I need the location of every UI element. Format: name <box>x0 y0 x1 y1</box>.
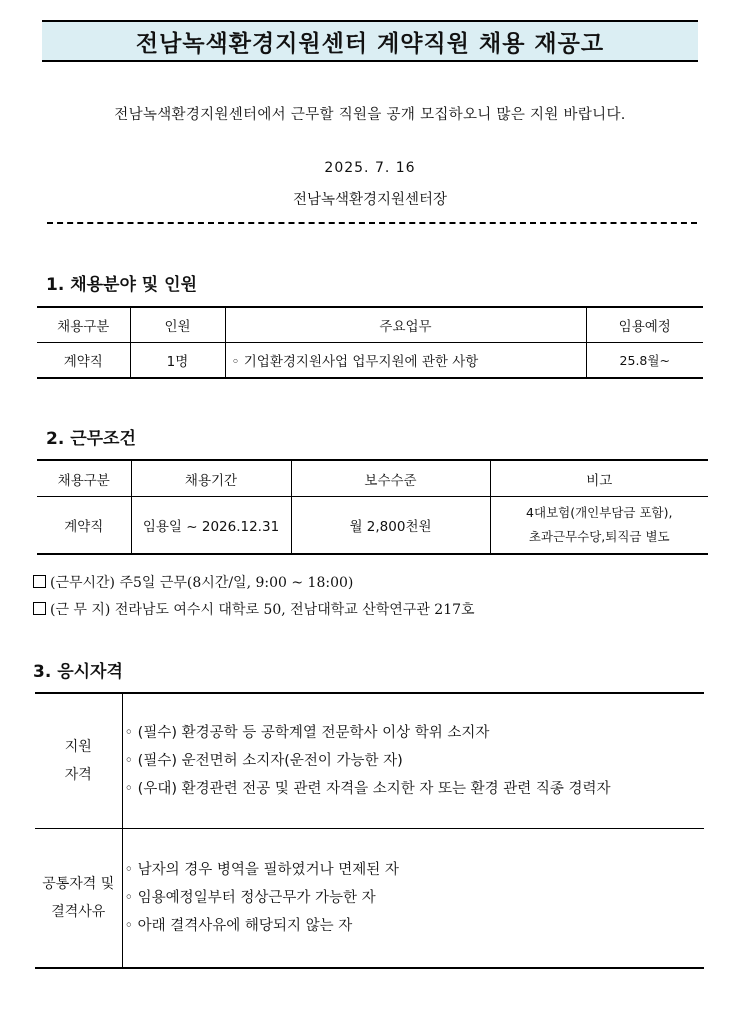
qualifications-table <box>35 692 704 969</box>
label-line-2: 결격사유 <box>51 904 106 920</box>
cell-pay: 월 2,800천원 <box>291 497 490 555</box>
label-line-1: 지원 <box>64 739 92 755</box>
table-header-row <box>37 460 708 497</box>
header-pay: 보수수준 <box>291 460 490 497</box>
announcement-date: 2025. 7. 16 <box>324 160 416 176</box>
page-title: 전남녹색환경지원센터 계약직원 채용 재공고 <box>42 20 698 62</box>
label-qualification <box>35 693 122 829</box>
work-place-note <box>33 599 475 619</box>
table-row <box>37 343 703 379</box>
label-line-1: 공통자격 및 <box>42 876 115 892</box>
working-conditions-table <box>37 459 708 555</box>
section2-title: 2. 근무조건 <box>46 429 136 449</box>
header-start: 임용예정 <box>586 307 703 343</box>
cell-note <box>490 497 708 555</box>
list-item: ◦ (우대) 환경관련 전공 및 관련 자격을 소지한 자 또는 환경 관련 직종 경력자 <box>124 781 611 797</box>
table-row <box>35 693 704 829</box>
label-common-qualification <box>35 829 122 969</box>
work-place-text: (근 무 지) 전라남도 여수시 대학로 50, 전남대학교 산학연구관 217호 <box>50 602 475 618</box>
table-row <box>37 497 708 555</box>
common-qualification-list <box>122 829 704 969</box>
cell-period: 임용일 ~ 2026.12.31 <box>131 497 291 555</box>
header-period: 채용기간 <box>131 460 291 497</box>
recruitment-field-table <box>37 306 703 379</box>
qualification-list <box>122 693 704 829</box>
work-hours-text: (근무시간) 주5일 근무(8시간/일, 9:00 ~ 18:00) <box>50 575 354 591</box>
header-type: 채용구분 <box>37 460 131 497</box>
cell-type: 계약직 <box>37 497 131 555</box>
dashed-divider <box>47 222 697 224</box>
list-item: ◦ 아래 결격사유에 해당되지 않는 자 <box>124 918 353 934</box>
issuer: 전남녹색환경지원센터장 <box>292 192 448 208</box>
table-header-row <box>37 307 703 343</box>
list-item: ◦ 남자의 경우 병역을 필하였거나 면제된 자 <box>124 862 399 878</box>
note-line-1: 4대보험(개인부담금 포함), <box>526 505 673 520</box>
cell-start: 25.8월~ <box>586 343 703 379</box>
list-item: ◦ (필수) 운전면허 소지자(운전이 가능한 자) <box>124 753 403 769</box>
list-item: ◦ 임용예정일부터 정상근무가 가능한 자 <box>124 890 376 906</box>
note-line-2: 초과근무수당,퇴직금 별도 <box>528 529 670 544</box>
cell-count: 1명 <box>130 343 225 379</box>
section3-title: 3. 응시자격 <box>33 662 123 682</box>
label-line-2: 자격 <box>64 767 92 783</box>
checkbox-icon <box>33 602 46 615</box>
checkbox-icon <box>33 575 46 588</box>
table-row <box>35 829 704 969</box>
list-item: ◦ (필수) 환경공학 등 공학계열 전문학사 이상 학위 소지자 <box>124 725 490 741</box>
cell-duty: ◦ 기업환경지원사업 업무지원에 관한 사항 <box>225 343 586 379</box>
intro-text: 전남녹색환경지원센터에서 근무할 직원을 공개 모집하오니 많은 지원 바랍니다. <box>114 107 626 123</box>
header-count: 인원 <box>130 307 225 343</box>
header-duty: 주요업무 <box>225 307 586 343</box>
cell-type: 계약직 <box>37 343 130 379</box>
work-hours-note <box>33 572 353 592</box>
header-type: 채용구분 <box>37 307 130 343</box>
section1-title: 1. 채용분야 및 인원 <box>46 275 197 295</box>
header-note: 비고 <box>490 460 708 497</box>
